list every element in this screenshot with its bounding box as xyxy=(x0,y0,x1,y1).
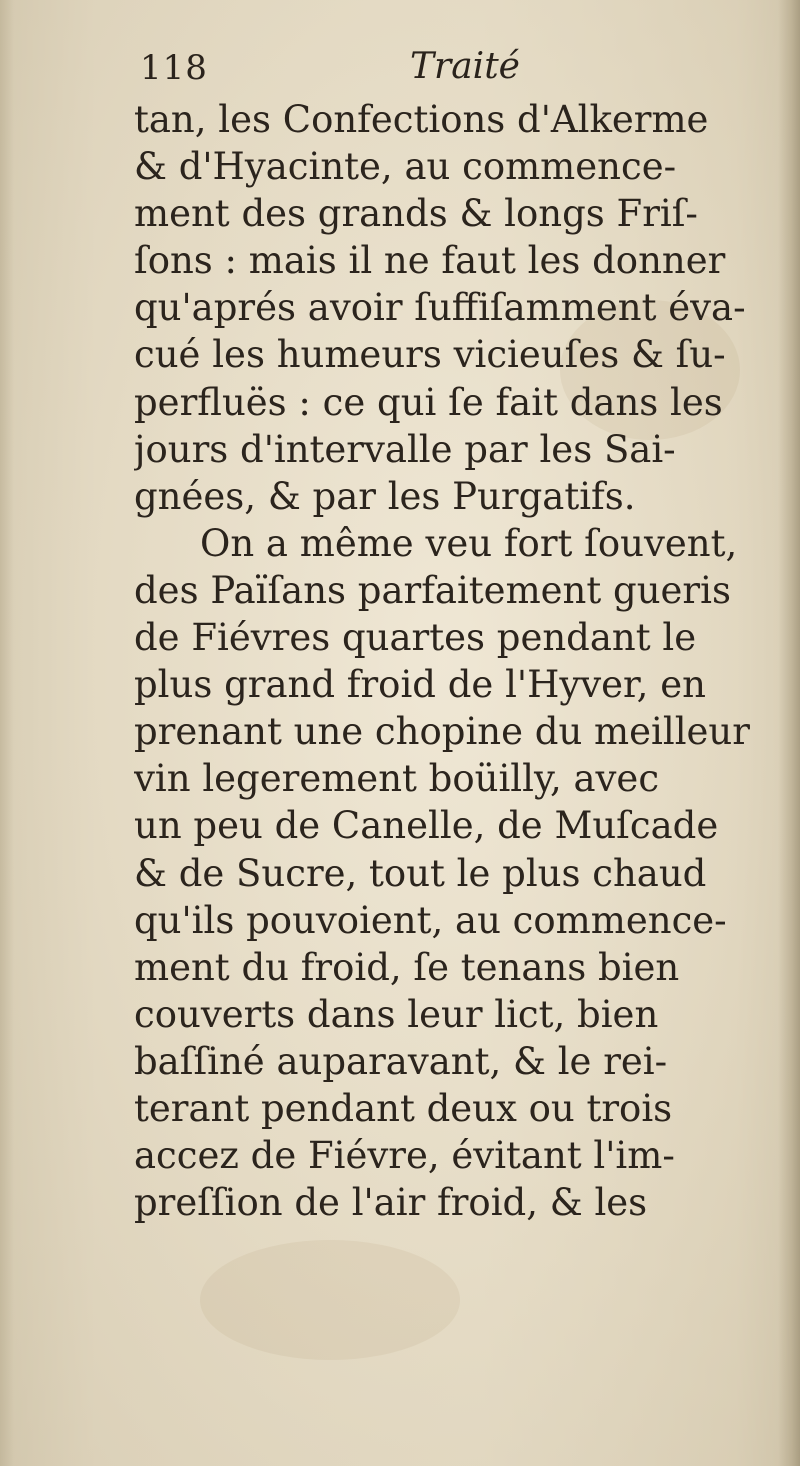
text-line: plus grand froid de l'Hyver, en xyxy=(134,663,706,707)
text-line: un peu de Canelle, de Muſcade xyxy=(134,804,719,848)
text-line: & de Sucre, tout le plus chaud xyxy=(134,851,707,895)
text-line: accez de Fiévre, évitant l'im- xyxy=(134,1134,675,1178)
running-title: Traité xyxy=(410,46,520,87)
page-number: 118 xyxy=(140,48,208,88)
text-line: ſons : mais il ne faut les donner xyxy=(134,239,726,283)
text-line: qu'aprés avoir ſuffiſamment éva- xyxy=(134,286,746,330)
text-line: cué les humeurs vicieuſes & ſu- xyxy=(134,333,726,377)
text-line: des Païſans parfaitement gueris xyxy=(134,568,731,612)
page-header xyxy=(140,44,760,96)
text-line: qu'ils pouvoient, au commence- xyxy=(134,898,727,942)
text-line: baſſiné auparavant, & le rei- xyxy=(134,1039,668,1083)
text-line: ment du froid, ſe tenans bien xyxy=(134,945,680,989)
text-line: preſſion de l'air froid, & les xyxy=(134,1181,648,1225)
text-line: perfluës : ce qui ſe fait dans les xyxy=(134,380,723,424)
text-line: terant pendant deux ou trois xyxy=(134,1086,673,1130)
paragraph-first-line: On a même veu fort ſouvent, xyxy=(200,521,738,565)
paper-stain xyxy=(200,1240,460,1360)
text-line: prenant une chopine du meilleur xyxy=(134,710,750,754)
text-line: & d'Hyacinte, au commence- xyxy=(134,145,677,189)
page-right-edge xyxy=(778,0,800,1466)
text-line: ment des grands & longs Friſ- xyxy=(134,192,698,236)
text-line: vin legerement boüilly, avec xyxy=(134,757,660,801)
text-line: tan, les Confections d'Alkerme xyxy=(134,98,709,141)
body-text xyxy=(134,96,774,1226)
text-line: de Fiévres quartes pendant le xyxy=(134,616,697,660)
page-left-edge xyxy=(0,0,14,1466)
text-line: gnées, & par les Purgatifs. xyxy=(134,474,636,518)
text-line: jours d'intervalle par les Sai- xyxy=(134,427,676,471)
text-line: couverts dans leur lict, bien xyxy=(134,992,659,1036)
